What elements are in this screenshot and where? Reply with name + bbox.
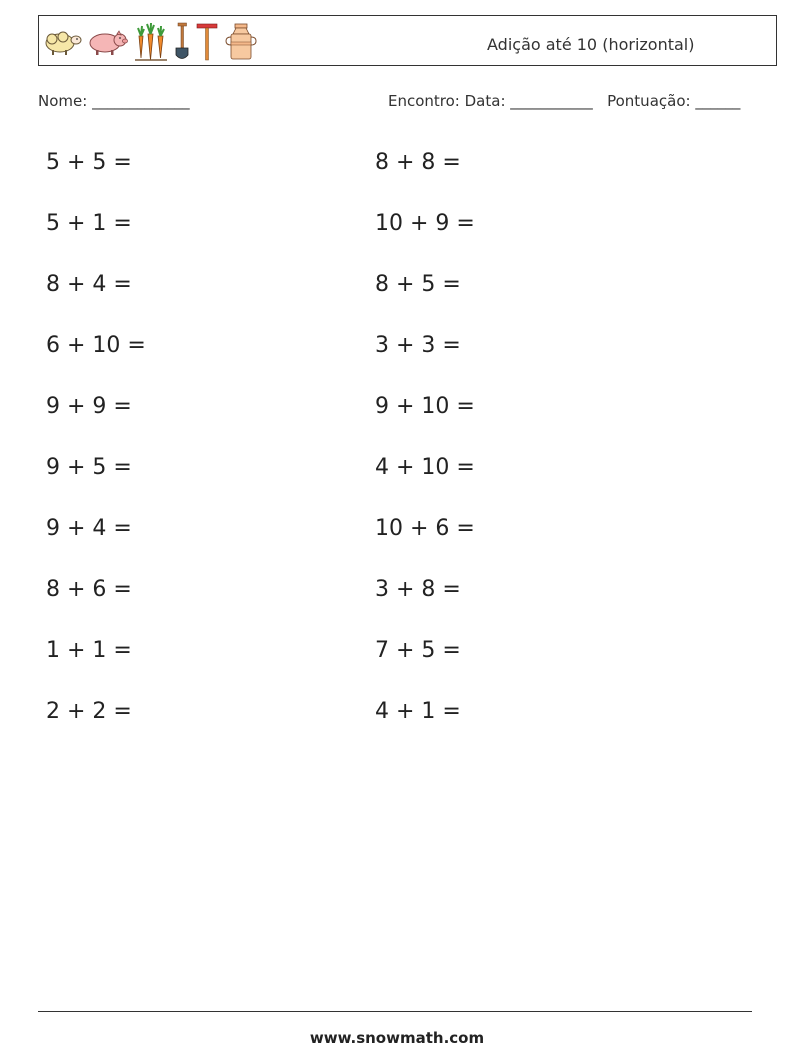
footer-divider [38, 1011, 752, 1012]
footer-site[interactable]: www.snowmath.com [309, 1029, 485, 1047]
milk-can-icon [223, 22, 259, 62]
header-box [38, 15, 777, 66]
shovel-icon [173, 22, 191, 62]
problem-left-7: 9 + 4 = [46, 516, 132, 541]
problem-left-1: 5 + 5 = [46, 150, 132, 175]
problem-right-2: 10 + 9 = [375, 211, 475, 236]
problem-right-3: 8 + 5 = [375, 272, 461, 297]
sheep-icon [43, 27, 83, 57]
carrots-icon [133, 22, 169, 62]
problem-left-9: 1 + 1 = [46, 638, 132, 663]
rake-icon [195, 22, 219, 62]
worksheet-title: Adição até 10 (horizontal) [487, 35, 695, 54]
date-score-field [388, 92, 740, 110]
problem-left-2: 5 + 1 = [46, 211, 132, 236]
problem-right-4: 3 + 3 = [375, 333, 461, 358]
meeting-label: Encontro: Data: [388, 92, 506, 110]
problem-right-5: 9 + 10 = [375, 394, 475, 419]
problem-left-4: 6 + 10 = [46, 333, 146, 358]
problem-right-8: 3 + 8 = [375, 577, 461, 602]
problem-left-5: 9 + 9 = [46, 394, 132, 419]
name-label: Nome: [38, 92, 88, 110]
problem-right-9: 7 + 5 = [375, 638, 461, 663]
name-field [38, 92, 190, 110]
problem-left-6: 9 + 5 = [46, 455, 132, 480]
problem-left-8: 8 + 6 = [46, 577, 132, 602]
problem-left-3: 8 + 4 = [46, 272, 132, 297]
header-icons [43, 20, 259, 64]
problem-right-7: 10 + 6 = [375, 516, 475, 541]
score-blank: ______ [695, 92, 741, 110]
score-label: Pontuação: [607, 92, 691, 110]
problem-right-6: 4 + 10 = [375, 455, 475, 480]
date-blank: ___________ [510, 92, 593, 110]
problem-right-10: 4 + 1 = [375, 699, 461, 724]
problem-right-1: 8 + 8 = [375, 150, 461, 175]
problem-left-10: 2 + 2 = [46, 699, 132, 724]
name-blank: _____________ [92, 92, 190, 110]
pig-icon [87, 27, 129, 57]
